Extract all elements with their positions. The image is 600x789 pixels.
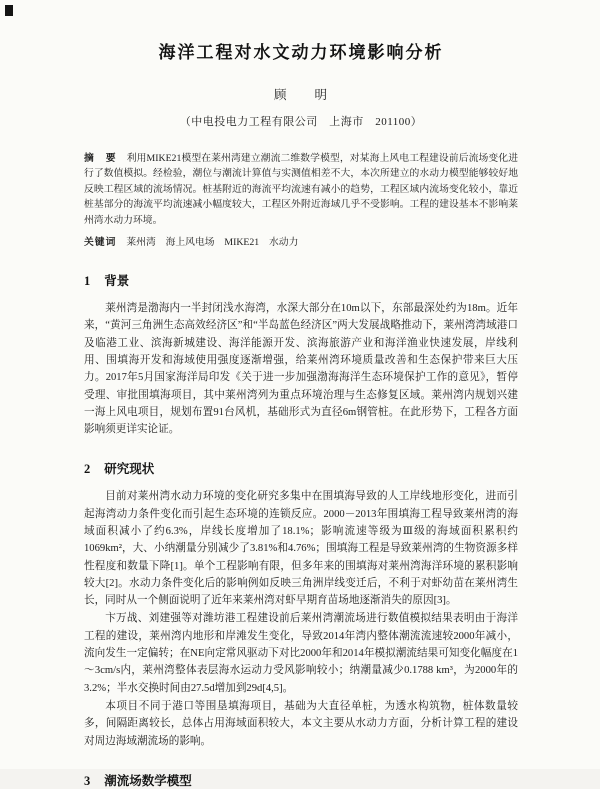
section-1-number: 1 (84, 274, 91, 289)
scan-corner-artifact (5, 5, 13, 16)
section-2-paragraph-1: 目前对莱州湾水动力环境的变化研究多集中在围填海导致的人工岸线地形变化，进而引起海湾动力条件变化而引起生态环境的连锁反应。2000－2013年围填海工程导致莱州湾的海域面积减小了约6.3%，岸线长度增加了18.1%；影响流速等级为Ⅲ级的海域面积累积约1069km²，大、小纳潮量分别减少了3.81%和4.76%；围填海工程是导致莱州湾的生物资源多样性程度和数量下降[1]。单个工程影响有限，但多年来的围填海对莱州湾海洋环境的累积影响较大[2]。水动力条件变化后的影响例如反映三角洲岸线变迁后，不利于对虾幼苗在莱州湾生长，同时从一个侧面说明了近年来莱州湾对虾早期育苗场地逐渐消失的原因[3]。 (84, 491, 518, 607)
section-2-title: 研究现状 (104, 462, 155, 477)
section-2-number: 2 (84, 462, 91, 477)
keywords-text: 莱州湾 海上风电场 MIKE21 水动力 (126, 237, 299, 249)
section-3-title: 潮流场数学模型 (104, 773, 192, 788)
section-1-title: 背景 (104, 274, 130, 289)
section-3-number: 3 (84, 773, 91, 788)
abstract-paragraph (84, 151, 518, 228)
paper-affiliation: （中电投电力工程有限公司 上海市 201100） (179, 116, 423, 128)
section-1-paragraph-1: 莱州湾是渤海内一半封闭浅水海湾，水深大部分在10m以下，东部最深处约为18m。近年来，“黄河三角洲生态高效经济区”和“半岛蓝色经济区”两大发展战略推动下，莱州湾湾域港口及临港工业、滨海新城建设、海洋能源开发、滨海旅游产业和海洋渔业快速发展，岸线利用、围填海开发和海域使用强度逐渐增强，给莱州湾环境质量改善和生态保护带来巨大压力。2017年5月国家海洋局印发《关于进一步加强渤海海洋生态环境保护工作的意见》，暂停受理、审批围填海项目，其中莱州湾列为重点环境治理与生态修复区域。莱州湾内规划兴建一海上风电项目，规划布置91台风机，基础形式为直径6m钢管桩。在此形势下，工程各方面影响须更详实论证。 (84, 303, 518, 436)
abstract-label: 摘 要 (84, 153, 117, 164)
paper-title: 海洋工程对水文动力环境影响分析 (158, 43, 444, 62)
paper-author: 顾 明 (273, 88, 328, 102)
abstract-text: 利用MIKE21模型在莱州湾建立潮流二维数学模型，对某海上风电工程建设前后流场变化进行了数值模拟。经检验，潮位与潮流计算值与实测值相差不大，本次所建立的水动力模型能够较好地反映工程区域的流场情况。桩基附近的海流平均流速有减小的趋势，工程区域内流场变化较小，靠近桩基部分的海流平均流速减小幅度较大，工程区外附近海域几乎不受影响。工程的建设基本不影响莱州湾水动力环境。 (84, 153, 518, 226)
section-3-heading (84, 771, 518, 789)
section-2-heading (84, 459, 518, 477)
section-2-paragraph-3: 本项目不同于港口等围垦填海项目，基础为大直径单桩，为透水构筑物，桩体数量较多，间隔距离较长，总体占用海域面积较大，本文主要从水动力方面，分析计算工程的建设对周边海域潮流场的影响。 (84, 700, 518, 747)
keywords-label: 关键词 (84, 237, 117, 249)
keywords-line (84, 235, 518, 250)
section-2-paragraph-2: 卞万战、刘建强等对潍坊港工程建设前后莱州湾潮流场进行数值模拟结果表明由于海洋工程的建设，莱州湾内地形和岸滩发生变化，导致2014年湾内整体潮流流速较2000年减小，流向发生一定偏转；在NE向定常风驱动下对比2000年和2014年模拟潮流结果可知变化幅度在1～3cm/s内，莱州湾整体表层海水运动力受风影响较小；纳潮量减少0.1788 km³，为2000年的3.2%；半水交换时间由27.5d增加到29d[4,5]。 (84, 613, 518, 694)
section-1-heading (84, 271, 518, 289)
